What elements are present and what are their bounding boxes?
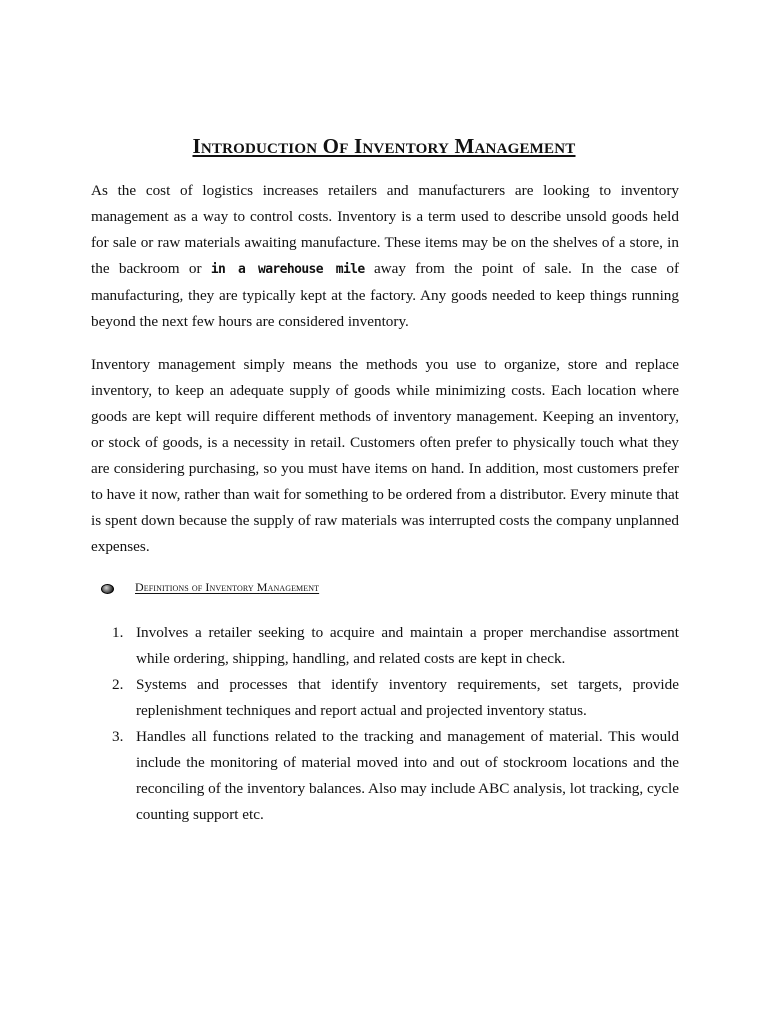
list-item-text: Handles all functions related to the tracking and management of material. This would include the monitoring of material moved into and out of stockroom locations and the reconciling of the inventory balances. Also may include ABC analysis, lot tracking, cycle counting support etc. bbox=[136, 728, 679, 823]
intro-text-end: away from the point of sale. In the case of manufacturing, they are typically kept at the factory. Any goods needed to keep things running beyond the next few hours are considered inventory. bbox=[91, 260, 679, 330]
intro-text-start: As the cost of logistics increases retailers and manufacturers are looking to inventory management as a way to control costs. Inventory is a term used to describe unsold goods held for sale or raw materials awaiting manufacture. These items may be on the shelves of a store, in the backroom or bbox=[91, 182, 679, 277]
definitions-list bbox=[100, 620, 679, 828]
bullet-icon bbox=[101, 584, 114, 594]
list-item-number: 3. bbox=[112, 728, 124, 745]
list-item-text: Systems and processes that identify inventory requirements, set targets, provide replenishment techniques and report actual and projected inventory status. bbox=[136, 676, 679, 719]
management-paragraph: Inventory management simply means the methods you use to organize, store and replace inventory, to keep an adequate supply of goods while minimizing costs. Each location where goods are kept will require different methods of inventory management. Keeping an inventory, or stock of goods, is a necessity in retail. Customers often prefer to physically touch what they are considering purchasing, so you must have items on hand. In addition, most customers prefer to have it now, rather than wait for something to be ordered from a distributor. Every minute that is spent down because the supply of raw materials was interrupted costs the company unplanned expenses. bbox=[91, 356, 679, 555]
definitions-heading bbox=[101, 579, 679, 601]
list-item bbox=[100, 724, 679, 828]
intro-paragraph bbox=[91, 178, 679, 335]
list-item bbox=[100, 672, 679, 724]
definitions-title: Definitions of Inventory Management bbox=[135, 580, 320, 594]
list-item-number: 2. bbox=[112, 676, 124, 693]
list-item-number: 1. bbox=[112, 624, 124, 641]
intro-text-highlight: in a warehouse mile bbox=[210, 262, 365, 277]
page-title: Introduction Of Inventory Management bbox=[192, 134, 576, 158]
list-item bbox=[100, 620, 679, 672]
list-item-text: Involves a retailer seeking to acquire and maintain a proper merchandise assortment while ordering, shipping, handling, and related costs are kept in check. bbox=[136, 624, 679, 667]
